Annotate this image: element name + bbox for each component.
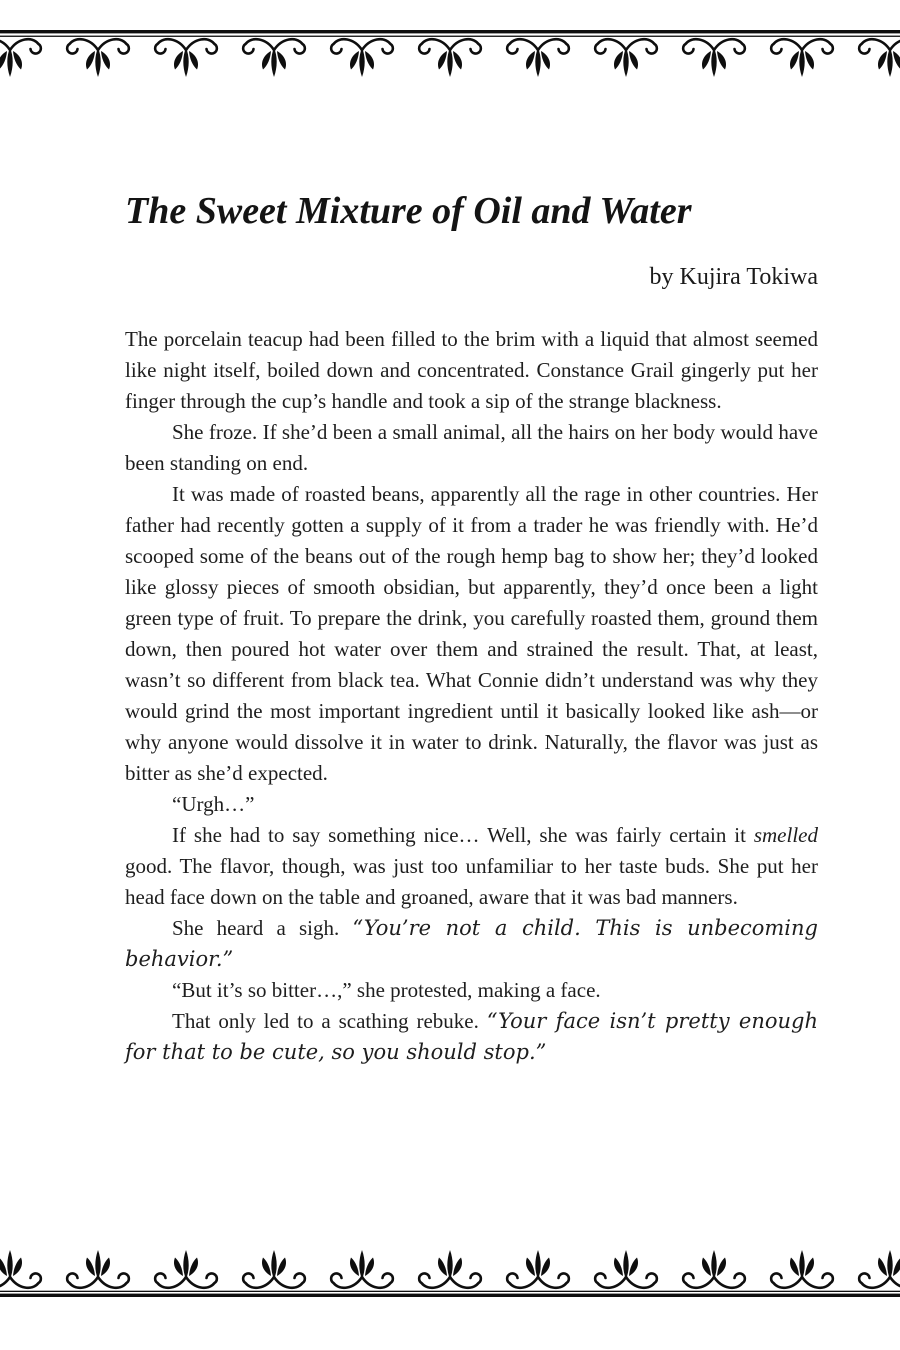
telepathy-quote: “You’re not a child. This is unbecoming behavior.”: [125, 915, 818, 971]
fleur-de-lis-border-bottom-icon: [0, 1244, 900, 1297]
telepathy-quote: “Your face isn’t pretty enough for that to be cute, so you should stop.”: [125, 1008, 818, 1064]
text-run: It was made of roasted beans, apparently all the rage in other countries. Her father had recently gotten a supply of it from a trader he was friendly with. He’d scooped some of the beans out of the rough hemp bag to show her; they’d looked like glossy pieces of smooth obsidian, but apparently, they’d once been a light green type of fruit. To prepare the drink, you carefully roasted them, ground them down, then poured hot water over them and strained the result. That, at least, wasn’t so different from black tea. What Connie didn’t understand was why they would grind the most important ingredient until it basically looked like ash—or why anyone would dissolve it in water to drink. Naturally, the flavor was just as bitter as she’d expected.: [125, 481, 818, 785]
chapter-title: The Sweet Mixture of Oil and Water: [125, 190, 692, 232]
text-run: The porcelain teacup had been filled to the brim with a liquid that almost seemed like night itself, boiled down and concentrated. Constance Grail gingerly put her finger through the cup’s handle and took a sip of the strange blackness.: [125, 326, 818, 413]
paragraph-1: [125, 324, 818, 417]
paragraph-8: [125, 1006, 818, 1068]
text-run: She heard a sigh.: [172, 915, 353, 940]
text-run: That only led to a scathing rebuke.: [172, 1008, 487, 1033]
paragraph-5: [125, 820, 818, 913]
paragraph-3: [125, 479, 818, 789]
text-run: If she had to say something nice… Well, she was fairly certain it: [172, 822, 754, 847]
paragraph-7: [125, 975, 818, 1006]
text-run: “Urgh…”: [172, 791, 255, 816]
paragraph-6: [125, 913, 818, 975]
text-run: good. The flavor, though, was just too unfamiliar to her taste buds. She put her head face down on the table and groaned, aware that it was bad manners.: [125, 853, 818, 909]
paragraph-2: [125, 417, 818, 479]
text-run: She froze. If she’d been a small animal, all the hairs on her body would have been standing on end.: [125, 419, 818, 475]
paragraph-4: [125, 789, 818, 820]
text-run: “But it’s so bitter…,” she protested, making a face.: [172, 977, 601, 1002]
page-content: [125, 0, 818, 1068]
story-text: [125, 324, 818, 1068]
italic-word: smelled: [753, 822, 818, 847]
byline: by Kujira Tokiwa: [649, 263, 818, 290]
